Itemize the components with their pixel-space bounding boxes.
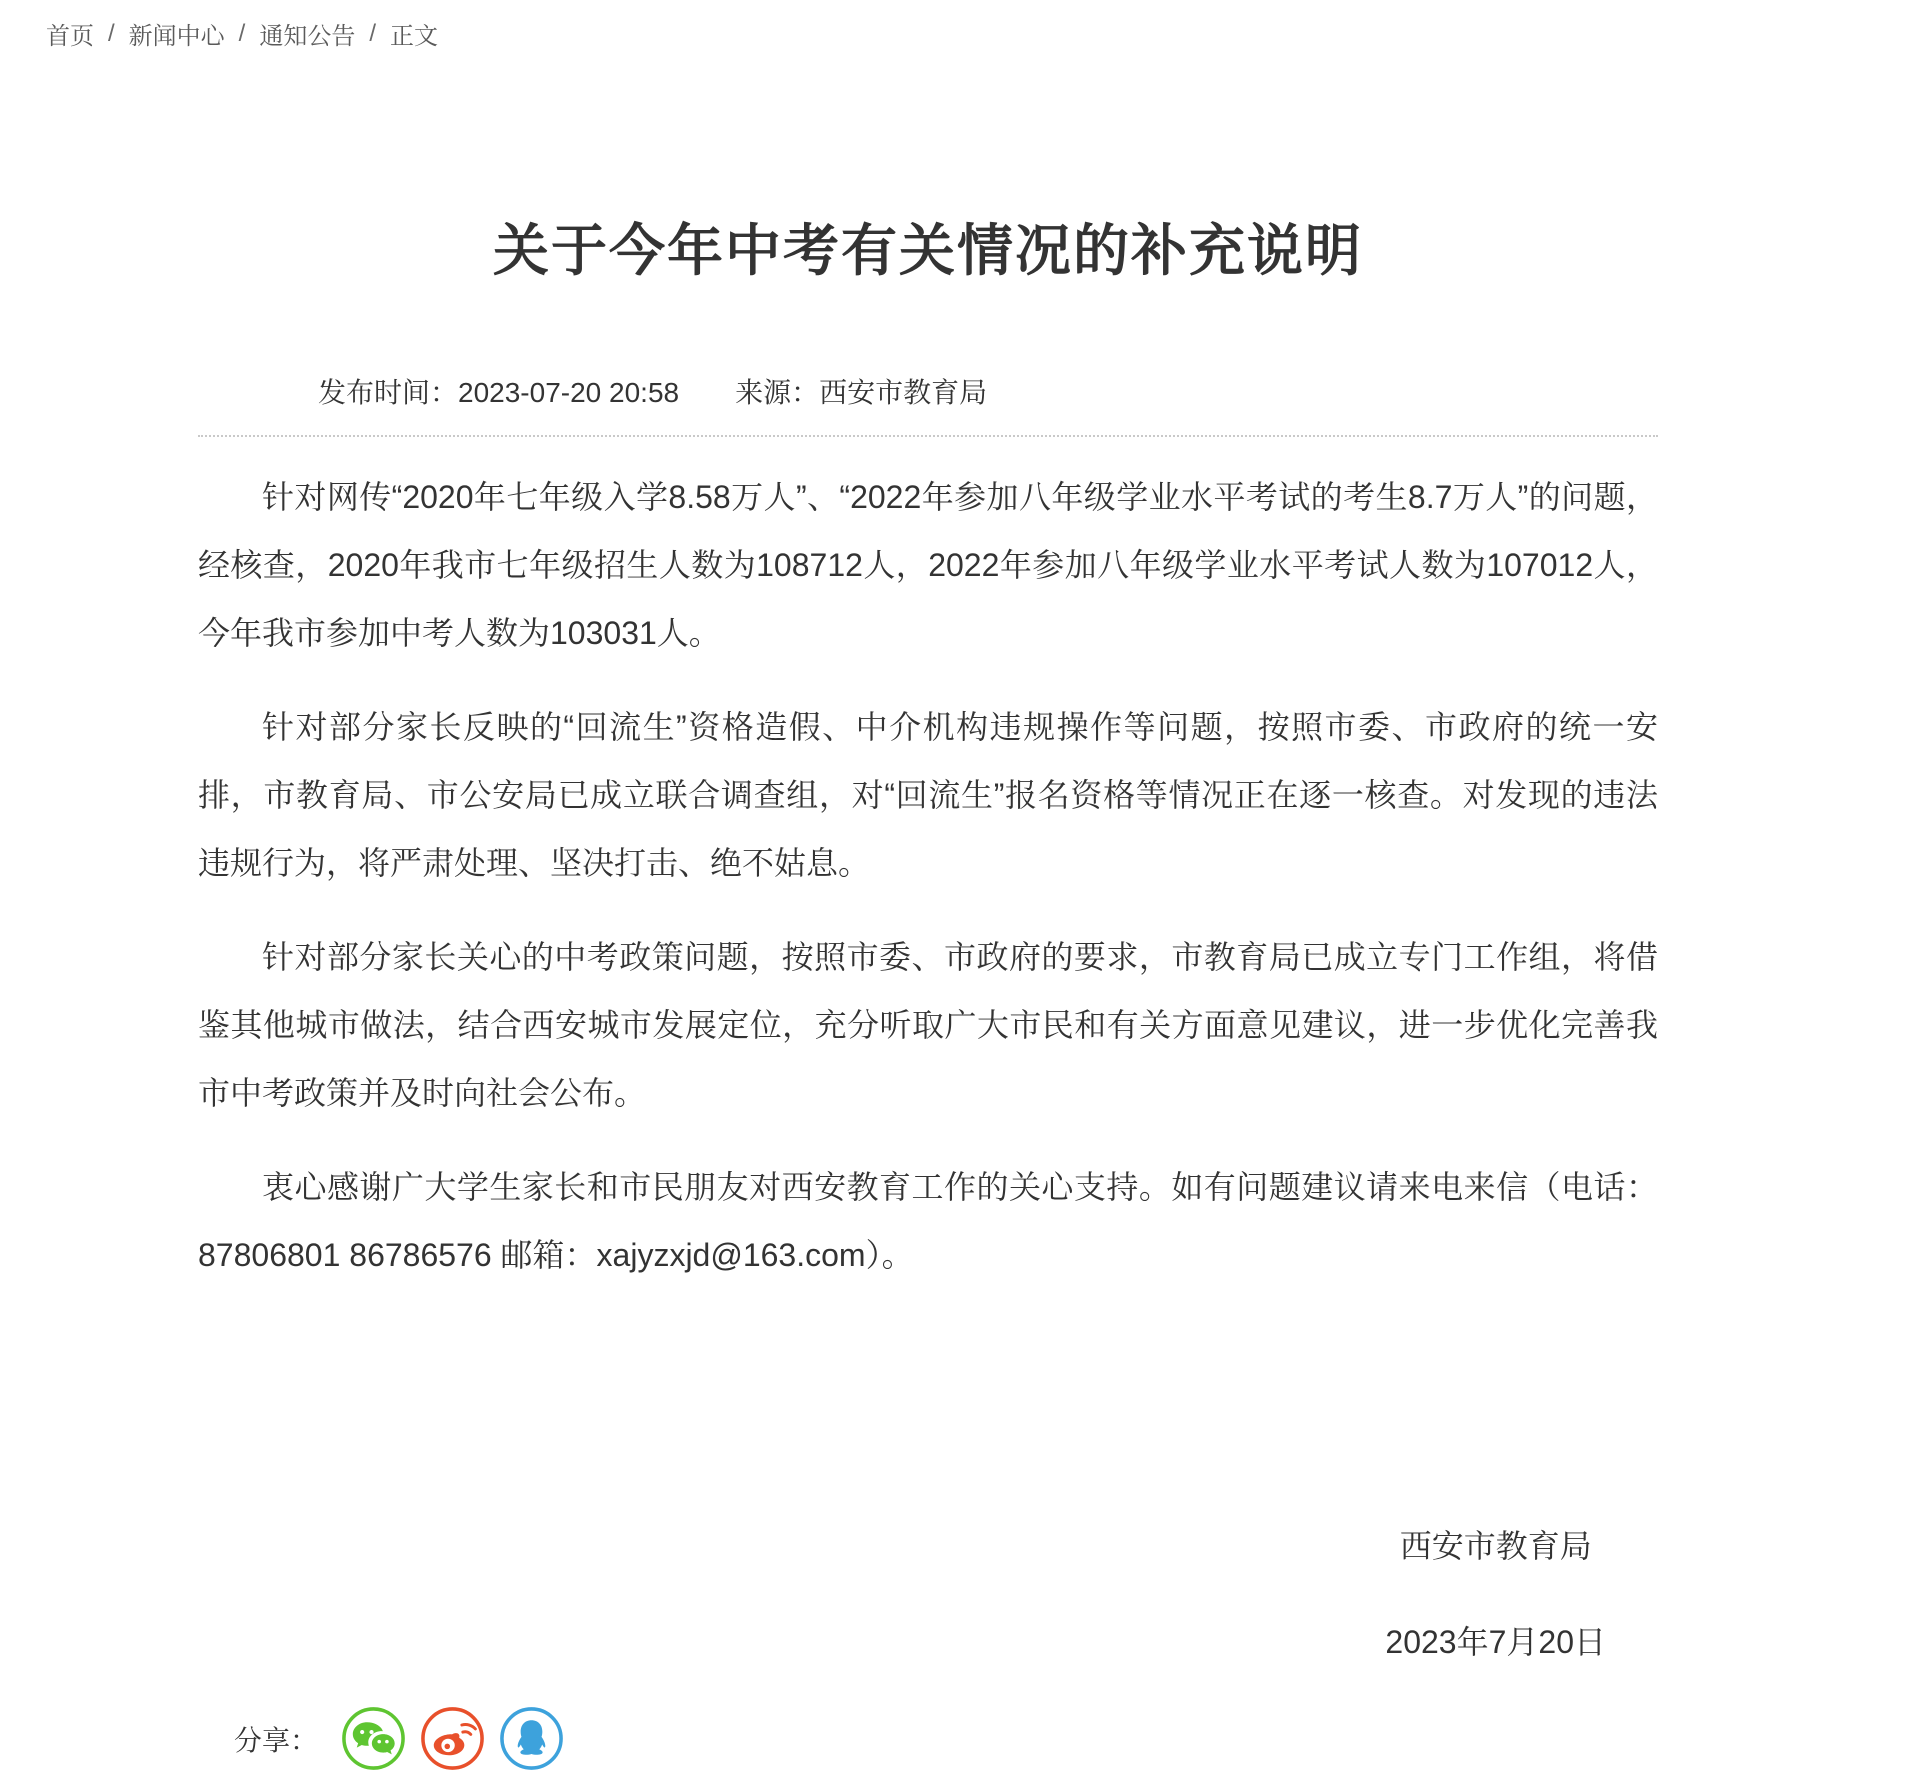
- breadcrumb-item-notices[interactable]: 通知公告: [259, 23, 356, 50]
- publish-time-label: 发布时间：: [318, 377, 459, 408]
- breadcrumb-item-home[interactable]: 首页: [46, 23, 94, 50]
- weibo-icon-svg: [419, 1705, 486, 1772]
- article: [198, 207, 1658, 1772]
- paragraph: 针对部分家长关心的中考政策问题，按照市委、市政府的要求，市教育局已成立专门工作组，将借鉴其他城市做法，结合西安城市发展定位，充分听取广大市民和有关方面意见建议，进一步优化完善我市中考政策并及时向社会公布。: [198, 939, 1658, 1111]
- signature-block: [1385, 1521, 1606, 1663]
- article-body: [198, 463, 1658, 1289]
- breadcrumb: [0, 0, 1908, 51]
- page-title: 关于今年中考有关情况的补充说明: [493, 219, 1363, 282]
- signature-date: 2023年7月20日: [1385, 1624, 1606, 1660]
- breadcrumb-item-current: 正文: [390, 23, 439, 50]
- share-label: 分享：: [234, 1724, 319, 1756]
- paragraph: 衷心感谢广大学生家长和市民朋友对西安教育工作的关心支持。如有问题建议请来电来信（电话：87806801 86786576 邮箱：xajyzxjd@163.com）。: [198, 1169, 1658, 1273]
- breadcrumb-separator: /: [238, 19, 246, 47]
- breadcrumb-separator: /: [108, 19, 115, 47]
- wechat-icon-svg: [340, 1705, 407, 1772]
- breadcrumb-item-news-center[interactable]: 新闻中心: [128, 23, 225, 50]
- publish-time-value: 2023-07-20 20:58: [458, 377, 680, 408]
- qq-share-icon[interactable]: [498, 1705, 565, 1772]
- qq-icon-svg: [498, 1705, 565, 1772]
- paragraph: 针对网传“2020年七年级入学8.58万人”、“2022年参加八年级学业水平考试的考生8.7万人”的问题，经核查，2020年我市七年级招生人数为108712人，2022年参加八年级学业水平考试人数为107012人，今年我市参加中考人数为103031人。: [198, 479, 1658, 651]
- breadcrumb-separator: /: [369, 19, 377, 47]
- source-value: 西安市教育局: [819, 377, 988, 408]
- wechat-share-icon[interactable]: [340, 1705, 407, 1772]
- paragraph: 针对部分家长反映的“回流生”资格造假、中介机构违规操作等问题，按照市委、市政府的统一安排，市教育局、市公安局已成立联合调查组，对“回流生”报名资格等情况正在逐一核查。对发现的违法违规行为，将严肃处理、坚决打击、绝不姑息。: [198, 709, 1658, 881]
- share-bar: [198, 1705, 1658, 1772]
- source-label: 来源：: [735, 377, 820, 408]
- weibo-share-icon[interactable]: [419, 1705, 486, 1772]
- signature-org: 西安市教育局: [1399, 1528, 1592, 1564]
- article-meta: [198, 371, 1658, 437]
